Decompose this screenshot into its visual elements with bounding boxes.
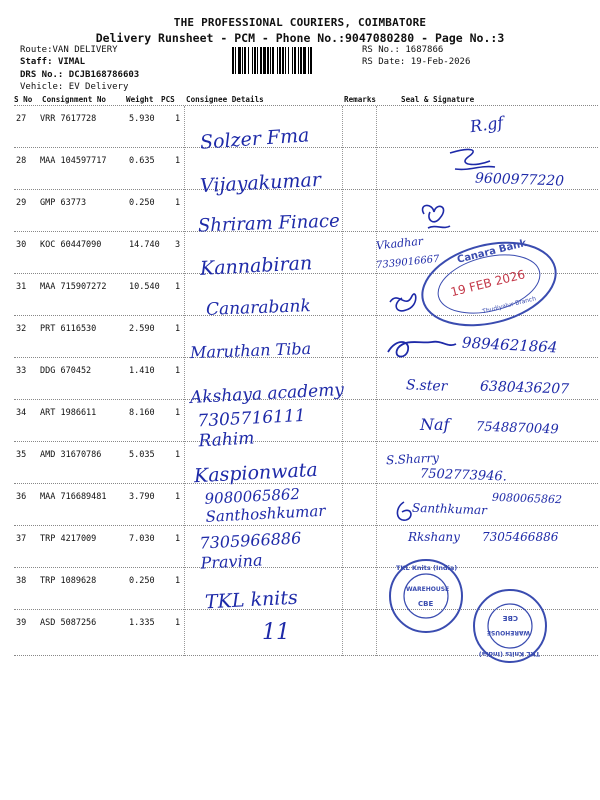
- row-consignment: MAA 715907272: [40, 282, 107, 292]
- drs-line: [20, 70, 139, 80]
- warehouse-stamp-name: TKL Knits (India): [478, 650, 540, 658]
- warehouse-stamp-name: TKL Knits (India): [396, 564, 458, 572]
- barcode-bar: [232, 47, 234, 74]
- drs-value: DCJB168786603: [68, 70, 140, 80]
- row-consignment: MAA 104597717: [40, 156, 107, 166]
- rs-no-line: [362, 45, 443, 55]
- col-sno: S No: [14, 95, 33, 104]
- consignee-handwriting: Vijayakumar: [199, 168, 322, 198]
- row-pcs: 1: [175, 198, 181, 208]
- barcode-bar: [235, 47, 236, 74]
- col-signature: Seal & Signature: [401, 95, 475, 104]
- row-pcs: 1: [175, 408, 181, 418]
- rs-date-line: [362, 57, 470, 67]
- row-weight: 10.540: [129, 282, 160, 292]
- row-consignment: GMP 63773: [40, 198, 87, 208]
- barcode-bar: [300, 47, 302, 74]
- phone-handwriting: 7548870049: [475, 419, 559, 438]
- barcode-bar: [285, 47, 286, 74]
- row-pcs: 1: [175, 156, 181, 166]
- row-pcs: 3: [175, 240, 181, 250]
- vehicle-value: EV Delivery: [68, 82, 129, 92]
- signature-scribble: [440, 145, 510, 175]
- row-sno: 34: [16, 408, 27, 418]
- row-weight: 0.250: [129, 198, 155, 208]
- row-pcs: 1: [175, 366, 181, 376]
- phone-handwriting: 9600977220: [474, 170, 565, 190]
- bank-stamp-date: 19 FEB 2026: [449, 267, 527, 300]
- warehouse-stamp: [472, 588, 548, 664]
- row-sno: 39: [16, 618, 27, 628]
- row-pcs: 1: [175, 618, 181, 628]
- row-pcs: 1: [175, 450, 181, 460]
- barcode-bar: [248, 47, 249, 74]
- vehicle-line: [20, 82, 128, 92]
- consignee-handwriting: Akshaya academy: [189, 379, 345, 409]
- consignee-handwriting: Canarabank: [205, 296, 312, 320]
- barcode-bar: [257, 47, 258, 74]
- row-consignment: TRP 1089628: [40, 576, 97, 586]
- row-pcs: 1: [175, 324, 181, 334]
- row-weight: 1.335: [129, 618, 155, 628]
- row-consignment: KOC 60447090: [40, 240, 102, 250]
- row-weight: 2.590: [129, 324, 155, 334]
- consignee-handwriting: Shriram Finace: [197, 210, 341, 237]
- bank-stamp-branch: Thudiyalur Branch: [481, 295, 537, 316]
- barcode-bar: [308, 47, 309, 74]
- rs-date-label: RS Date:: [362, 57, 406, 67]
- row-consignment: ASD 5087256: [40, 618, 97, 628]
- row-sno: 28: [16, 156, 27, 166]
- col-consignment: Consignment No: [42, 95, 107, 104]
- row-sno: 38: [16, 576, 27, 586]
- phone-handwriting: 7339016667: [375, 253, 441, 272]
- consignee-handwriting: 11: [262, 620, 290, 645]
- row-consignment: MAA 716689481: [40, 492, 107, 502]
- staff-line: [20, 57, 85, 67]
- row-consignment: AMD 31670786: [40, 450, 102, 460]
- staff-value: VIMAL: [57, 57, 86, 67]
- row-weight: 1.410: [129, 366, 155, 376]
- company-title: THE PROFESSIONAL COURIERS, COIMBATORE: [173, 16, 427, 29]
- barcode-bar: [270, 47, 271, 74]
- row-weight: 14.740: [129, 240, 160, 250]
- row-divider: [14, 525, 598, 526]
- phone-handwriting: 7502773946.: [419, 466, 508, 485]
- phone-handwriting: 7305466886: [482, 530, 559, 544]
- route-label: Route:: [20, 45, 53, 55]
- row-sno: 35: [16, 450, 27, 460]
- barcode-bar: [310, 47, 312, 74]
- row-pcs: 1: [175, 534, 181, 544]
- signature-handwriting: R.gf: [468, 112, 505, 137]
- signature-scribble: [410, 200, 460, 234]
- row-consignment: ART 1986611: [40, 408, 97, 418]
- consignee-handwriting: 7305716111 Rahim: [197, 405, 307, 452]
- signature-handwriting: S.ster: [405, 377, 448, 395]
- barcode-bar: [298, 47, 299, 74]
- row-pcs: 1: [175, 492, 181, 502]
- row-consignment: VRR 7617728: [40, 114, 97, 124]
- col-pcs: PCS: [161, 95, 175, 104]
- row-sno: 36: [16, 492, 27, 502]
- row-weight: 3.790: [129, 492, 155, 502]
- row-sno: 37: [16, 534, 27, 544]
- barcode-bar: [242, 47, 243, 74]
- barcode-bar: [272, 47, 274, 74]
- barcode-bar: [244, 47, 246, 74]
- barcode-bar: [263, 47, 266, 74]
- barcode-bar: [260, 47, 262, 74]
- row-sno: 27: [16, 114, 27, 124]
- consignee-handwriting: Kaspionwata: [193, 458, 319, 488]
- consignee-handwriting: 9080065862 Santhoshkumar: [204, 484, 326, 526]
- vehicle-label: Vehicle:: [20, 82, 64, 92]
- col-remarks: Remarks: [344, 95, 377, 104]
- row-consignment: TRP 4217009: [40, 534, 97, 544]
- runsheet-subtitle: Delivery Runsheet - PCM - Phone No.:9047080280 - Page No.:3: [95, 31, 505, 45]
- warehouse-stamp: [388, 558, 464, 634]
- bank-stamp-name: Canara Bank: [456, 237, 528, 266]
- row-pcs: 1: [175, 282, 181, 292]
- route-value: VAN DELIVERY: [52, 45, 118, 55]
- signature-handwriting: S.Sharry: [385, 450, 440, 468]
- row-sno: 33: [16, 366, 27, 376]
- row-weight: 8.160: [129, 408, 155, 418]
- barcode-bar: [254, 47, 256, 74]
- row-weight: 5.035: [129, 450, 155, 460]
- barcode: [232, 47, 358, 74]
- row-sno: 29: [16, 198, 27, 208]
- warehouse-stamp-label: WAREHOUSE: [486, 629, 530, 636]
- row-sno: 31: [16, 282, 27, 292]
- barcode-bar: [267, 47, 269, 74]
- phone-handwriting: 9894621864: [461, 333, 558, 357]
- row-consignment: PRT 6116530: [40, 324, 97, 334]
- row-weight: 7.030: [129, 534, 155, 544]
- row-divider: [14, 147, 598, 148]
- row-sno: 30: [16, 240, 27, 250]
- row-pcs: 1: [175, 576, 181, 586]
- row-weight: 0.250: [129, 576, 155, 586]
- warehouse-stamp-label: WAREHOUSE: [406, 586, 450, 593]
- warehouse-stamp-city: CBE: [502, 614, 518, 622]
- barcode-bar: [279, 47, 281, 74]
- rs-no-value: 1687866: [405, 45, 444, 55]
- drs-label: DRS No.:: [20, 70, 64, 80]
- phone-handwriting: 6380436207: [479, 378, 570, 398]
- row-consignment: DDG 670452: [40, 366, 92, 376]
- barcode-bar: [303, 47, 306, 74]
- row-pcs: 1: [175, 114, 181, 124]
- barcode-bar: [288, 47, 289, 74]
- barcode-bar: [238, 47, 241, 74]
- consignee-handwriting: TKL knits: [204, 586, 299, 614]
- consignee-handwriting: Solzer Fma: [199, 124, 311, 154]
- consignee-handwriting: Kannabiran: [199, 252, 313, 280]
- route-line: [20, 45, 118, 55]
- staff-label: Staff:: [20, 57, 53, 67]
- signature-scribble: [382, 334, 462, 362]
- signature-handwriting: Vkadhar: [375, 234, 424, 253]
- consignee-handwriting: Maruthan Tiba: [189, 338, 312, 363]
- barcode-bar: [252, 47, 253, 74]
- barcode-bar: [292, 47, 293, 74]
- signature-handwriting: Santhkumar: [411, 500, 488, 518]
- col-weight: Weight: [126, 95, 154, 104]
- warehouse-stamp-city: CBE: [418, 600, 434, 608]
- consignee-handwriting: 7305966886 Pravina: [199, 528, 302, 573]
- barcode-bar: [294, 47, 296, 74]
- barcode-bar: [277, 47, 278, 74]
- row-sno: 32: [16, 324, 27, 334]
- rs-no-label: RS No.:: [362, 45, 400, 55]
- col-consignee: Consignee Details: [186, 95, 264, 104]
- row-weight: 5.930: [129, 114, 155, 124]
- row-weight: 0.635: [129, 156, 155, 166]
- signature-handwriting: Naf: [420, 415, 450, 434]
- signature-handwriting: Rkshany: [408, 530, 460, 544]
- rs-date-value: 19-Feb-2026: [410, 57, 471, 67]
- signature-scribble: [392, 498, 416, 528]
- barcode-bar: [282, 47, 284, 74]
- phone-handwriting: 9080065862: [491, 490, 563, 507]
